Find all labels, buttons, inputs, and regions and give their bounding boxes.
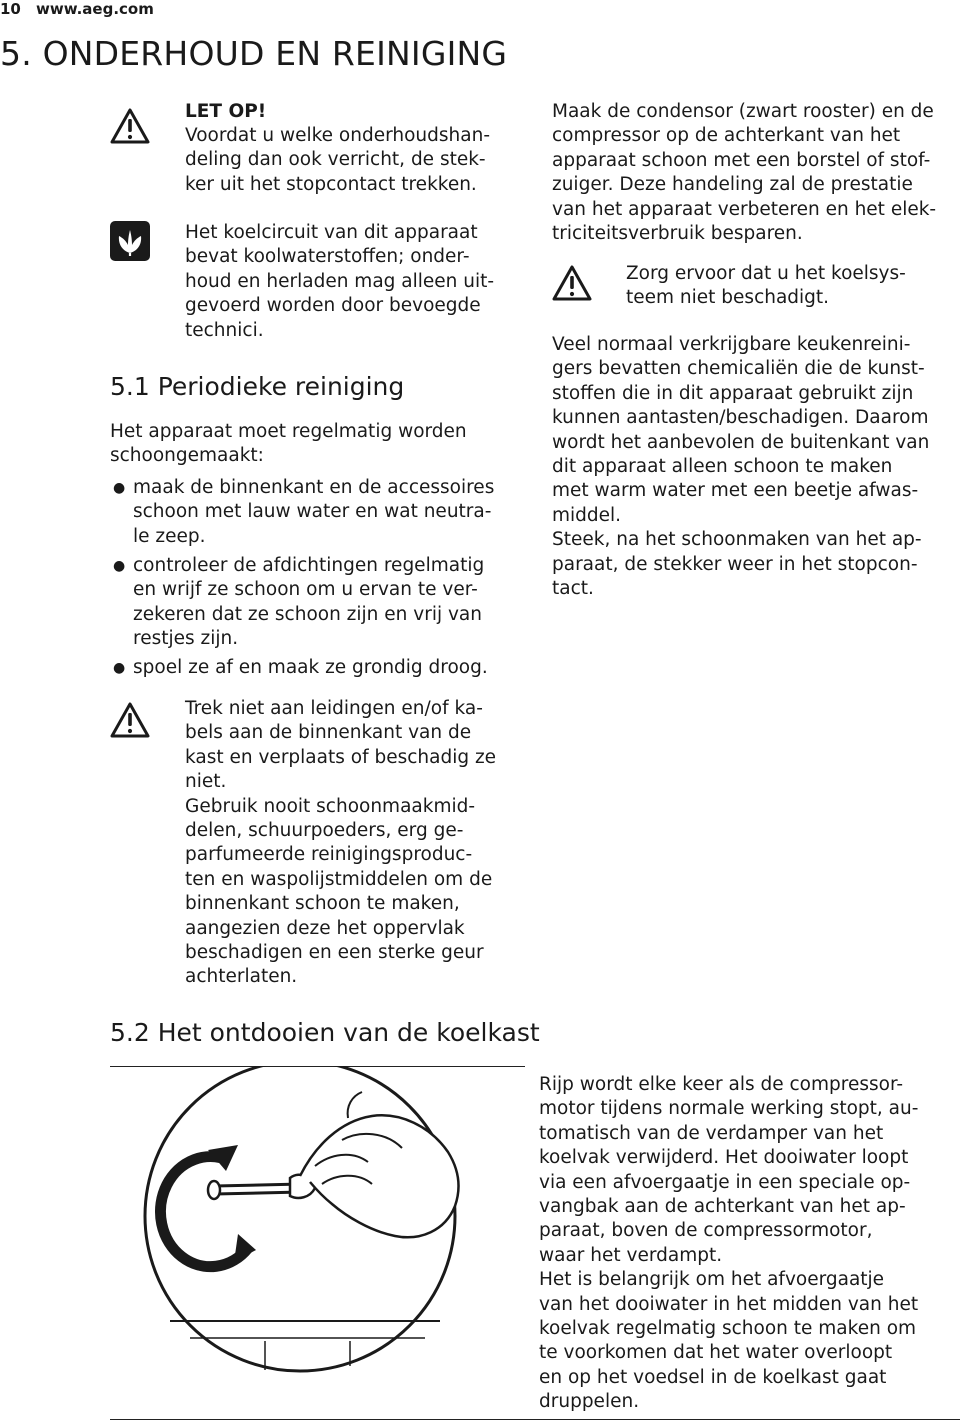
site-url: www.aeg.com xyxy=(36,0,154,18)
caution-label: LET OP! xyxy=(185,101,267,122)
list-item: controleer de afdichtingen regelmatig en wrijf ze schoon om u ervan te ver- zekeren dat ze schoon zijn en vrij van restjes zijn. xyxy=(133,555,485,650)
warning-icon xyxy=(110,108,150,144)
condensor-text: Maak de condensor (zwart rooster) en de compressor op de achterkant van het apparaat schoon met een borstel of stof- zuiger. Deze handeling zal de prestatie van het apparaat verbeteren en het elek- triciteitsverbruik besparen. xyxy=(552,101,937,245)
cooling-warning-text: Zorg ervoor dat u het koelsys- teem niet beschadigt. xyxy=(626,263,906,309)
warning-text: Trek niet aan leidingen en/of ka- bels aan de binnenkant van de kast en verplaats of beschadig ze niet. Gebruik nooit schoonmaakmid- delen, schuurpoeders, erg ge- parfumeerde reinigingsproduc- ten en waspolijstmiddelen om de binnenkant schoon te maken, aangezien deze het oppervlak beschadigen en een sterke geur achterlaten. xyxy=(185,698,497,988)
bullet-icon: ● xyxy=(113,660,126,676)
cleaning-text: Veel normaal verkrijgbare keukenreini- gers bevatten chemicaliën die de kunst- stoffen die in dit apparaat gebruikt zijn kunnen aantasten/beschadigen. Daarom wordt het aanbevolen de buitenkant van dit apparaat alleen schoon te maken met warm water met een beetje afwas- middel. Steek, na het schoonmaken van het ap- paraat, de stekker weer in het stopcon- tact. xyxy=(552,334,930,600)
page-number: 10 xyxy=(0,0,21,18)
eco-text: Het koelcircuit van dit apparaat bevat koolwaterstoffen; onder- houd en herladen mag alleen uit- gevoerd worden door bevoegde technici. xyxy=(185,222,495,341)
warning-icon xyxy=(552,265,592,301)
caution-text: Voordat u welke onderhoudshan- deling dan ook verricht, de stek- ker uit het stopcontact trekken. xyxy=(185,125,490,195)
list-item: maak de binnenkant en de accessoires schoon met lauw water en wat neutra- le zeep. xyxy=(133,477,495,547)
eco-leaf-icon xyxy=(109,220,151,262)
section-5-1-intro: Het apparaat moet regelmatig worden schoongemaakt: xyxy=(110,421,467,467)
warning-icon xyxy=(110,702,150,738)
bullet-icon: ● xyxy=(113,558,126,574)
chapter-title: 5. ONDERHOUD EN REINIGING xyxy=(0,34,508,73)
bullet-icon: ● xyxy=(113,480,126,496)
divider xyxy=(110,1419,960,1420)
defrost-drain-illustration xyxy=(110,1066,525,1418)
section-5-2-text: Rijp wordt elke keer als de compressor- motor tijdens normale werking stopt, au- tomatisch van de verdamper van het koelvak verwijderd. Het dooiwater loopt via een afvoergaatje in een speciale op- vangbak aan de achterkant van het ap- paraat, boven de compressormotor, waar het verdampt. Het is belangrijk om het afvoergaatje van het dooiwater in het midden van het koelvak regelmatig schoon te maken om te voorkomen dat het water overloopt en op het voedsel in de koelkast gaat druppelen. xyxy=(539,1074,919,1413)
section-5-1-title: 5.1 Periodieke reiniging xyxy=(110,372,405,401)
list-item: spoel ze af en maak ze grondig droog. xyxy=(133,657,488,678)
section-5-2-title: 5.2 Het ontdooien van de koelkast xyxy=(110,1018,540,1047)
